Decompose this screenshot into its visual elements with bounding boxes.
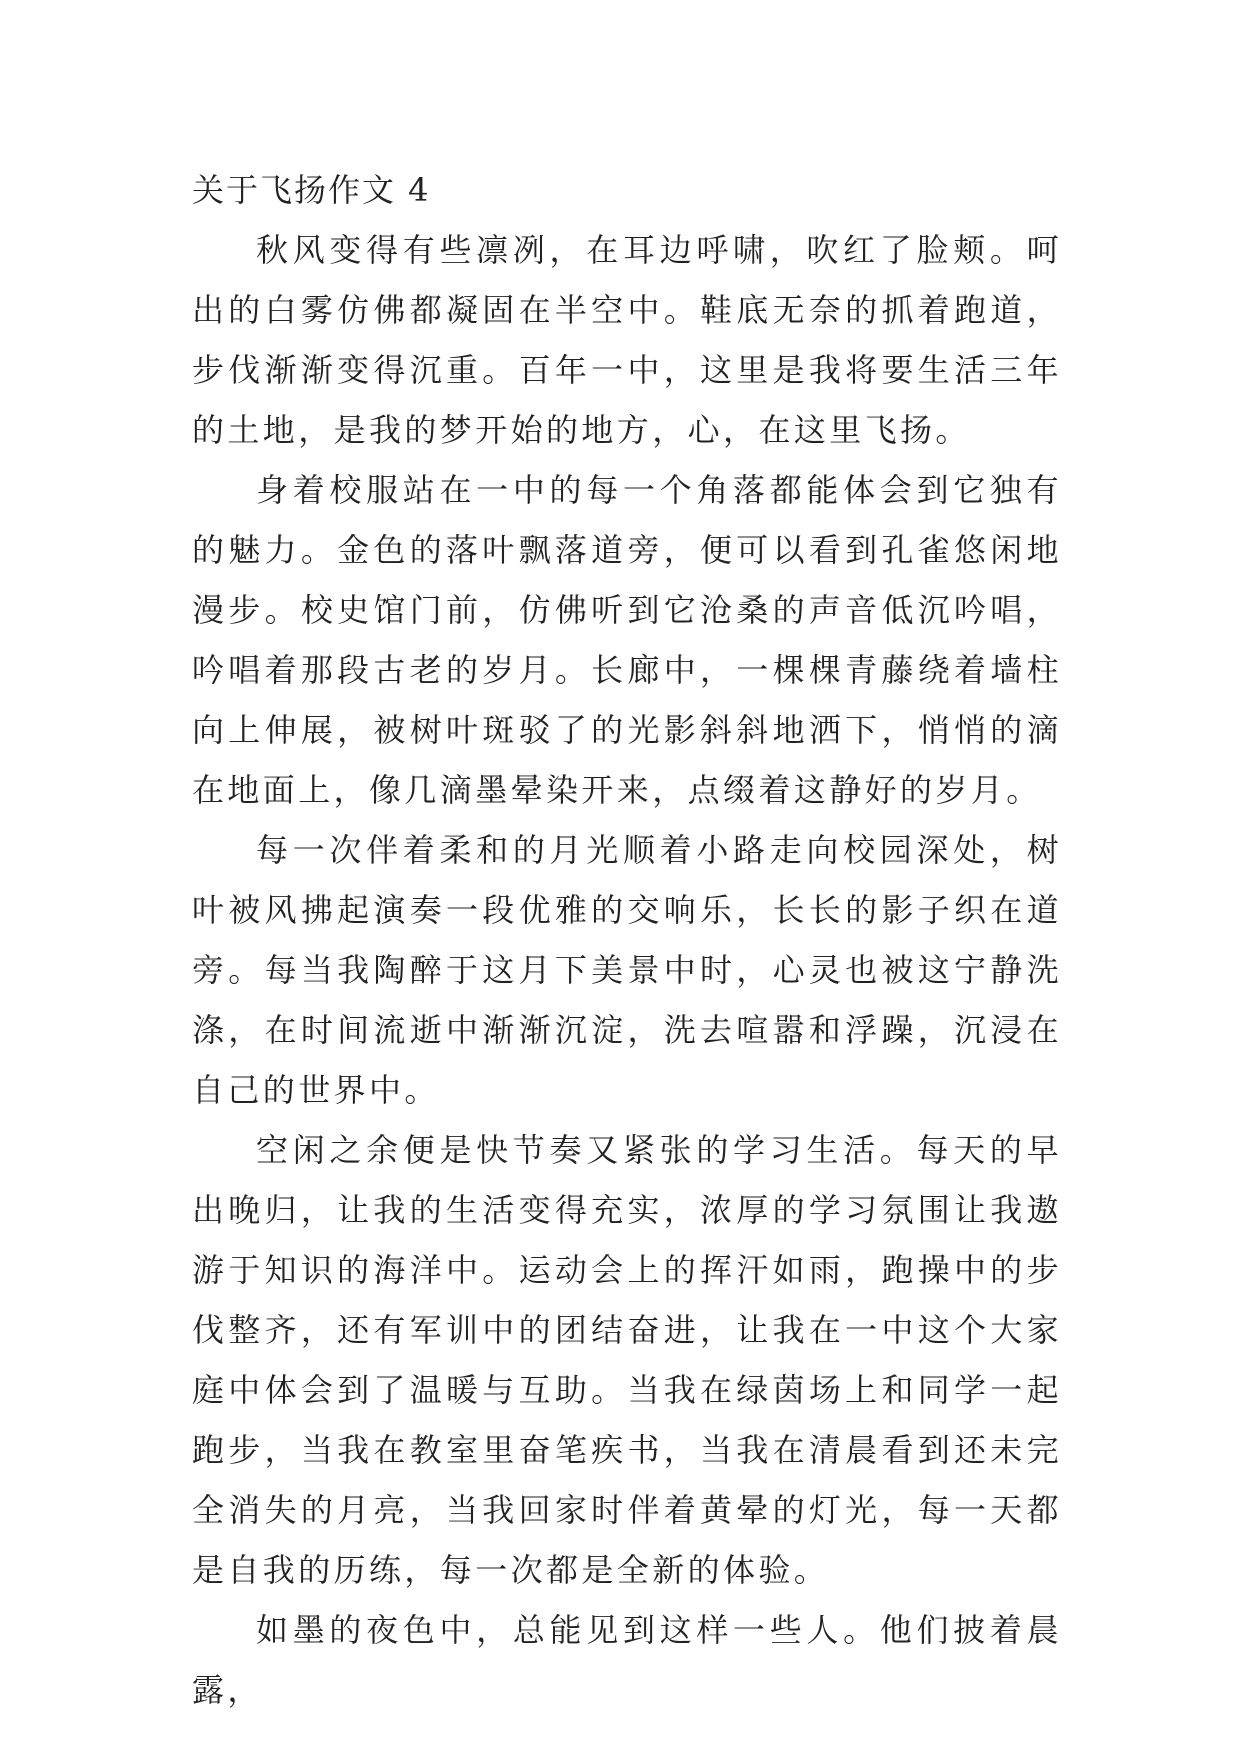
paragraph: 每一次伴着柔和的月光顺着小路走向校园深处，树叶被风拂起演奏一段优雅的交响乐，长长的影子织在道旁。每当我陶醉于这月下美景中时，心灵也被这宁静洗涤，在时间流逝中渐渐沉淀，洗去喧嚣和浮躁，沉浸在自己的世界中。 [192, 831, 1062, 1109]
document-title: 关于飞扬作文 4 [192, 171, 431, 209]
paragraph: 如墨的夜色中，总能见到这样一些人。他们披着晨露， [192, 1611, 1062, 1709]
paragraph: 身着校服站在一中的每一个角落都能体会到它独有的魅力。金色的落叶飘落道旁，便可以看到孔雀悠闲地漫步。校史馆门前，仿佛听到它沧桑的声音低沉吟唱，吟唱着那段古老的岁月。长廊中，一棵棵青藤绕着墙柱向上伸展，被树叶斑驳了的光影斜斜地洒下，悄悄的滴在地面上，像几滴墨晕染开来，点缀着这静好的岁月。 [192, 471, 1062, 809]
document-body [192, 160, 1062, 1720]
paragraph: 秋风变得有些凛冽，在耳边呼啸，吹红了脸颊。呵出的白雾仿佛都凝固在半空中。鞋底无奈的抓着跑道，步伐渐渐变得沉重。百年一中，这里是我将要生活三年的土地，是我的梦开始的地方，心，在这里飞扬。 [192, 231, 1062, 449]
paragraph: 空闲之余便是快节奏又紧张的学习生活。每天的早出晚归，让我的生活变得充实，浓厚的学习氛围让我遨游于知识的海洋中。运动会上的挥汗如雨，跑操中的步伐整齐，还有军训中的团结奋进，让我在一中这个大家庭中体会到了温暖与互助。当我在绿茵场上和同学一起跑步，当我在教室里奋笔疾书，当我在清晨看到还未完全消失的月亮，当我回家时伴着黄晕的灯光，每一天都是自我的历练，每一次都是全新的体验。 [192, 1131, 1062, 1589]
